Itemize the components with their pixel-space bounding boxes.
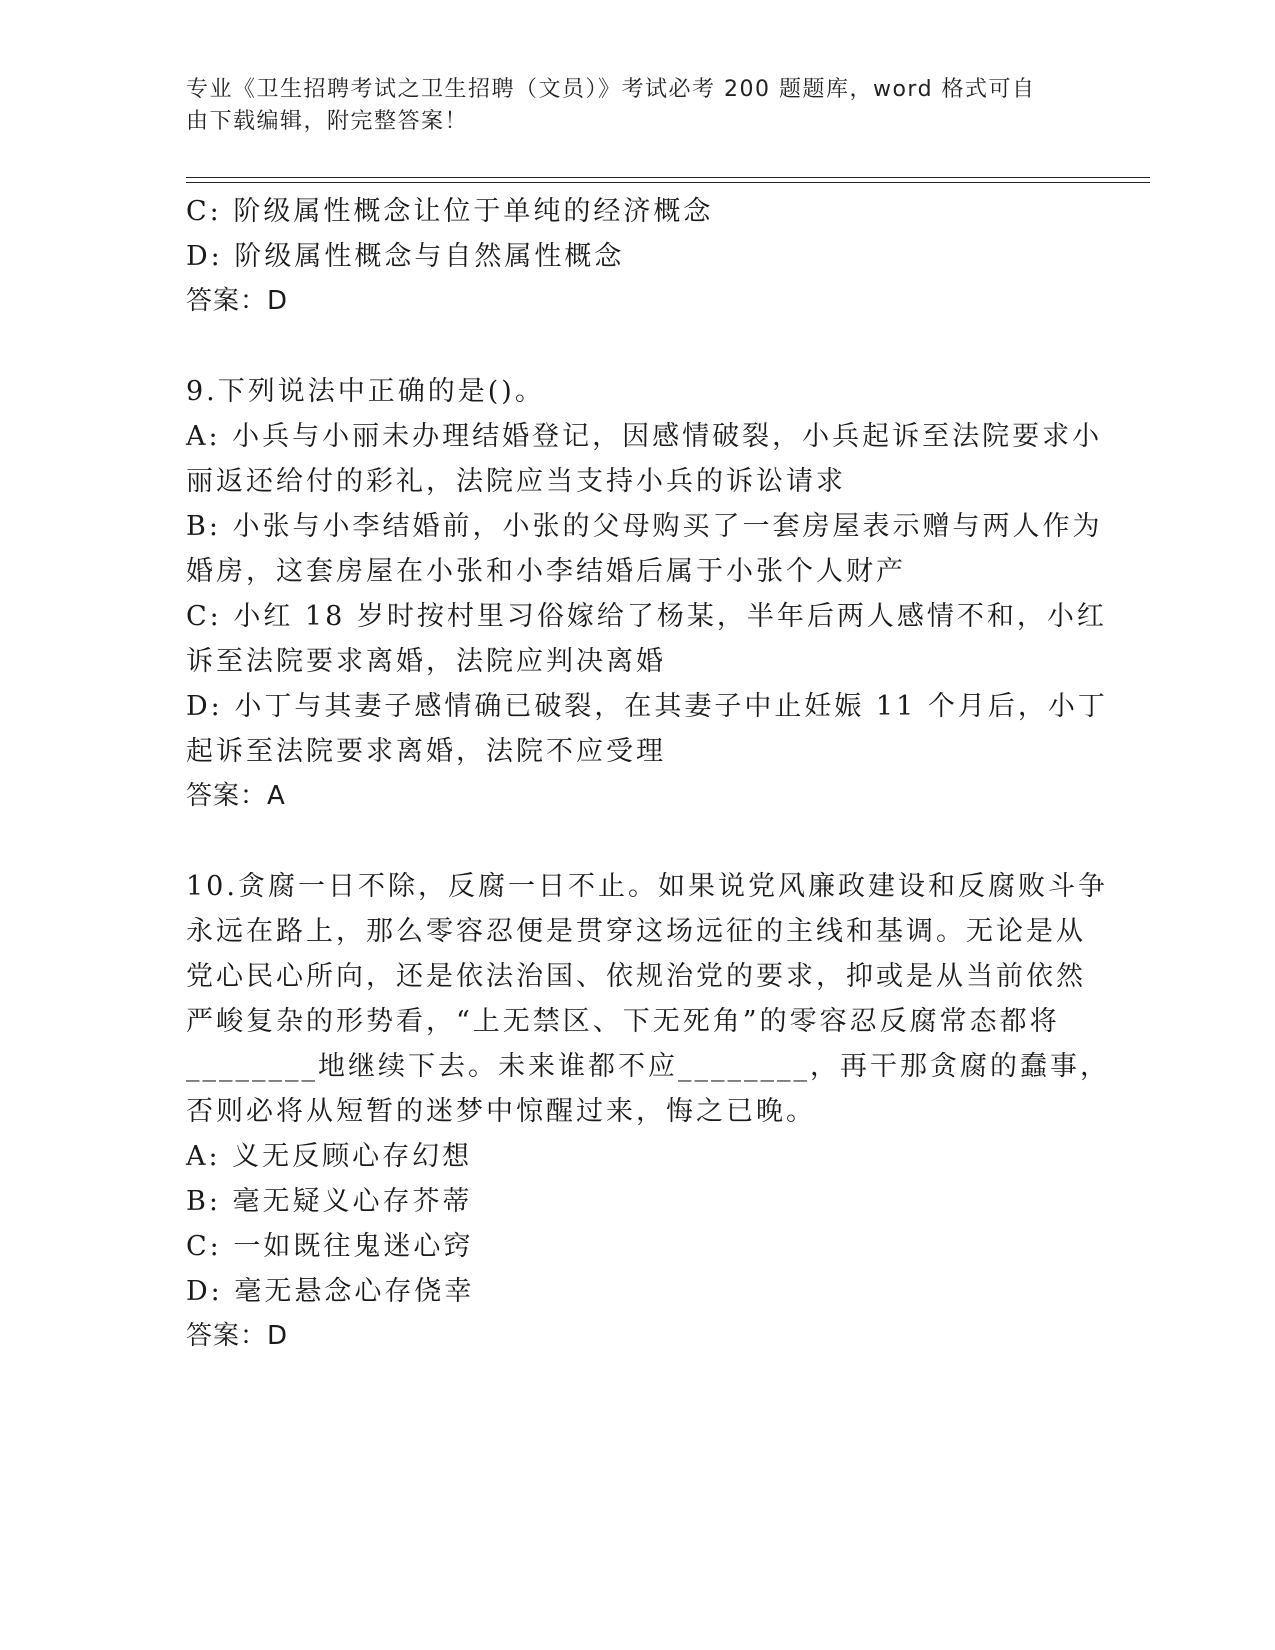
q9-option-a-line-2: 丽返还给付的彩礼，法院应当支持小兵的诉讼请求 xyxy=(186,466,846,497)
q9-option-d-line-2: 起诉至法院要求离婚，法院不应受理 xyxy=(186,736,666,767)
question-9 xyxy=(186,369,1108,819)
q9-answer: 答案：A xyxy=(186,781,286,811)
q8-option-d: D: 阶级属性概念与自然属性概念 xyxy=(186,241,625,272)
document-header xyxy=(186,74,1086,138)
header-rule-bottom xyxy=(186,182,1150,183)
q9-option-b-line-2: 婚房，这套房屋在小张和小李结婚后属于小张个人财产 xyxy=(186,556,906,587)
q9-option-c-line-1: C: 小红 18 岁时按村里习俗嫁给了杨某，半年后两人感情不和，小红 xyxy=(186,601,1107,632)
header-rule-top xyxy=(186,177,1150,178)
q10-question-line-5: ________地继续下去。未来谁都不应________，再干那贪腐的蠢事， xyxy=(186,1051,1110,1082)
question-10 xyxy=(186,864,1110,1359)
q9-question: 9.下列说法中正确的是()。 xyxy=(186,376,545,407)
header-line-1: 专业《卫生招聘考试之卫生招聘（文员）》考试必考 200 题题库，word 格式可自 xyxy=(186,77,1036,102)
q10-option-c: C: 一如既往鬼迷心窍 xyxy=(186,1231,474,1262)
q8-answer: 答案：D xyxy=(186,286,289,316)
q10-question-line-6: 否则必将从短暂的迷梦中惊醒过来，悔之已晚。 xyxy=(186,1096,816,1127)
q9-option-d-line-1: D: 小丁与其妻子感情确已破裂，在其妻子中止妊娠 11 个月后，小丁 xyxy=(186,691,1108,722)
q9-option-c-line-2: 诉至法院要求离婚，法院应判决离婚 xyxy=(186,646,666,677)
q10-question-line-4: 严峻复杂的形势看，“上无禁区、下无死角”的零容忍反腐常态都将 xyxy=(186,1006,1060,1037)
q10-question-line-2: 永远在路上，那么零容忍便是贯穿这场远征的主线和基调。无论是从 xyxy=(186,916,1086,947)
q10-question-line-1: 10.贪腐一日不除，反腐一日不止。如果说党风廉政建设和反腐败斗争 xyxy=(186,871,1108,902)
document-body xyxy=(186,189,1110,1359)
q10-option-a: A: 义无反顾心存幻想 xyxy=(186,1141,473,1172)
spacer xyxy=(186,819,1086,864)
question-8-continued xyxy=(186,189,1086,324)
spacer xyxy=(186,324,1086,369)
q9-option-a-line-1: A: 小兵与小丽未办理结婚登记，因感情破裂，小兵起诉至法院要求小 xyxy=(186,421,1103,452)
header-line-2: 由下载编辑，附完整答案！ xyxy=(186,109,469,134)
q10-question-line-3: 党心民心所向，还是依法治国、依规治党的要求，抑或是从当前依然 xyxy=(186,961,1086,992)
q8-option-c: C: 阶级属性概念让位于单纯的经济概念 xyxy=(186,196,714,227)
q9-option-b-line-1: B: 小张与小李结婚前，小张的父母购买了一套房屋表示赠与两人作为 xyxy=(186,511,1103,542)
q10-answer: 答案：D xyxy=(186,1321,289,1351)
q10-option-d: D: 毫无悬念心存侥幸 xyxy=(186,1276,475,1307)
q10-option-b: B: 毫无疑义心存芥蒂 xyxy=(186,1186,473,1217)
